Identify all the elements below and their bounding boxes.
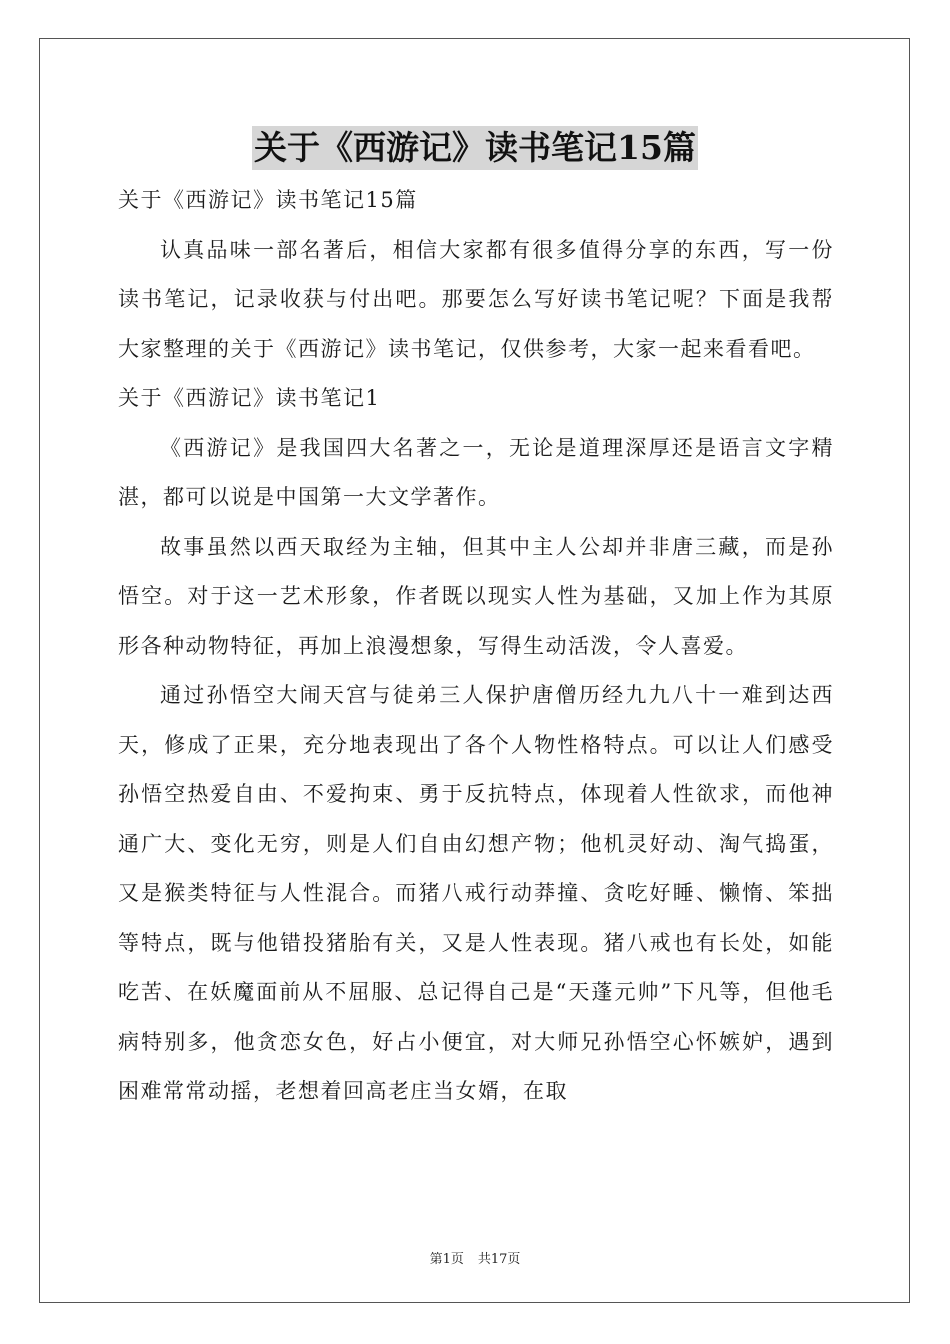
paragraph: 故事虽然以西天取经为主轴，但其中主人公却并非唐三藏，而是孙悟空。对于这一艺术形象，作者既以现实人性为基础，又加上作为其原形各种动物特征，再加上浪漫想象，写得生动活泼，令人喜爱。 — [118, 534, 834, 658]
page-number: 第1页 — [429, 1252, 464, 1267]
paragraph: 关于《西游记》读书笔记1 — [118, 386, 381, 410]
document-body — [118, 176, 834, 1117]
page-total: 共17页 — [477, 1252, 521, 1267]
page-footer — [0, 1248, 950, 1267]
title-container — [0, 126, 950, 170]
paragraph: 通过孙悟空大闹天宫与徒弟三人保护唐僧历经九九八十一难到达西天，修成了正果，充分地表现出了各个人物性格特点。可以让人们感受孙悟空热爱自由、不爱拘束、勇于反抗特点，体现着人性欲求，而他神通广大、变化无穷，则是人们自由幻想产物；他机灵好动、淘气捣蛋，又是猴类特征与人性混合。而猪八戒行动莽撞、贪吃好睡、懒惰、笨拙等特点，既与他错投猪胎有关，又是人性表现。猪八戒也有长处，如能吃苦、在妖魔面前从不屈服、总记得自己是“天蓬元帅”下凡等，但他毛病特别多，他贪恋女色，好占小便宜，对大师兄孙悟空心怀嫉妒，遇到困难常常动摇，老想着回高老庄当女婿，在取 — [118, 683, 834, 1103]
document-title: 关于《西游记》读书笔记15篇 — [252, 126, 698, 170]
paragraph: 《西游记》是我国四大名著之一，无论是道理深厚还是语言文字精湛，都可以说是中国第一大文学著作。 — [118, 435, 834, 509]
paragraph: 关于《西游记》读书笔记15篇 — [118, 188, 418, 212]
paragraph: 认真品味一部名著后，相信大家都有很多值得分享的东西，写一份读书笔记，记录收获与付出吧。那要怎么写好读书笔记呢？下面是我帮大家整理的关于《西游记》读书笔记，仅供参考，大家一起来看看吧。 — [118, 237, 834, 361]
